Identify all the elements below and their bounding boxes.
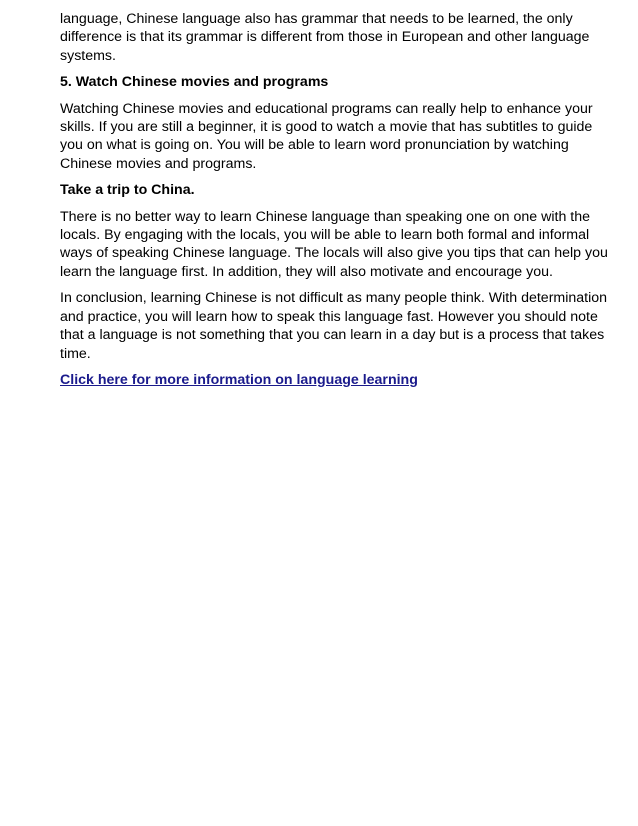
paragraph-trip: There is no better way to learn Chinese language than speaking one on one with the locals. By engaging with the locals, you will be able to learn both formal and informal ways of speaking Chinese language. The locals will also give you tips that can help you learn the language first. In addition, they will also motivate and encourage you.: [60, 208, 608, 280]
paragraph-grammar: language, Chinese language also has grammar that needs to be learned, the only difference is that its grammar is different from those in European and other language systems.: [60, 11, 590, 64]
more-info-link[interactable]: Click here for more information on language learning: [60, 371, 418, 388]
section-heading-trip: Take a trip to China.: [60, 182, 195, 199]
paragraph-conclusion: In conclusion, learning Chinese is not difficult as many people think. With determination and practice, you will learn how to speak this language fast. However you should note that a language is not something that you can learn in a day but is a process that takes time.: [60, 290, 608, 362]
section-heading-movies: 5. Watch Chinese movies and programs: [60, 74, 329, 91]
paragraph-movies: Watching Chinese movies and educational programs can really help to enhance your skills. If you are still a beginner, it is good to watch a movie that has subtitles to guide you on what is going on. You will be able to learn word pronunciation by watching Chinese movies and programs.: [60, 100, 593, 172]
document-page: [60, 10, 608, 397]
link-paragraph: [60, 371, 608, 389]
